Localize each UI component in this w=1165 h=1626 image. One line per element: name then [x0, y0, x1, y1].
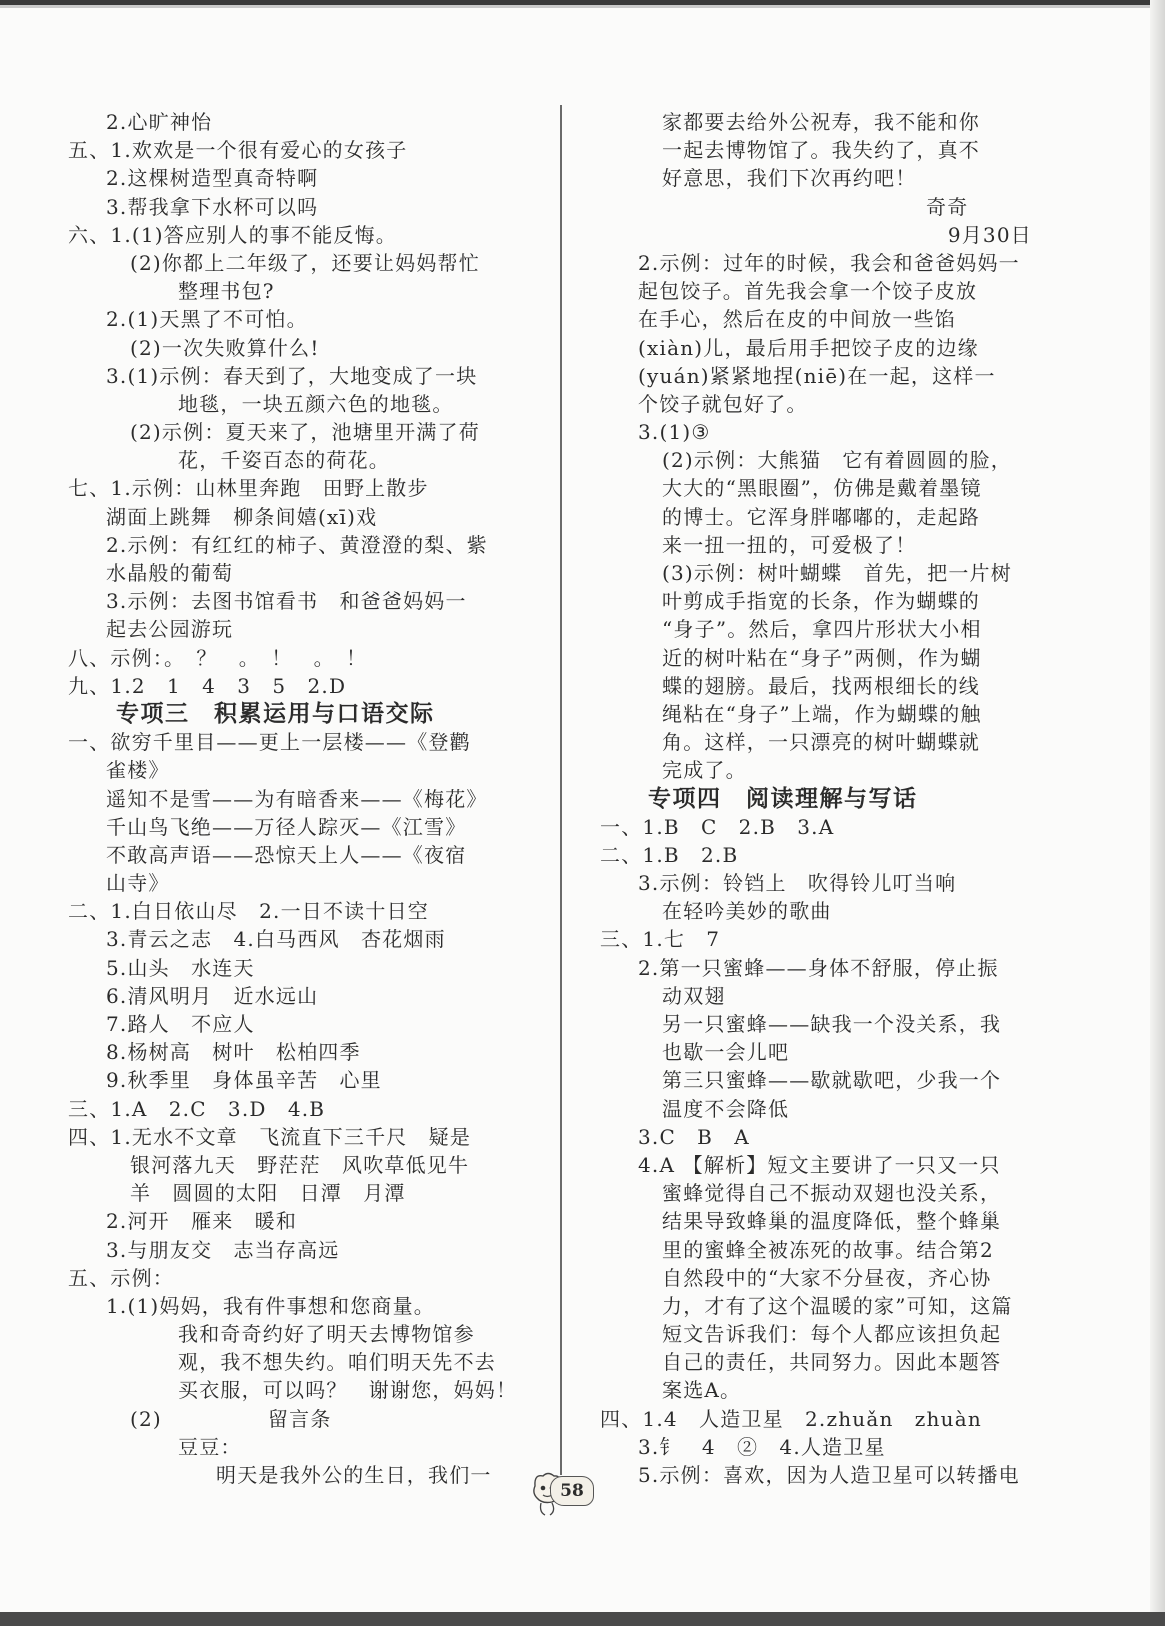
- answer-line: 2.河开 雁来 暖和: [106, 1209, 298, 1234]
- answer-line: 我和奇奇约好了明天去博物馆参: [178, 1322, 475, 1347]
- answer-line: 奇奇: [926, 194, 1032, 219]
- answer-line: 2.这棵树造型真奇特啊: [106, 166, 319, 191]
- answer-line: 1.(1)妈妈，我有件事想和您商量。: [106, 1293, 436, 1318]
- answer-line: 个饺子就包好了。: [638, 391, 808, 416]
- answer-line: (2)一次失败算什么!: [130, 335, 320, 360]
- answer-line: 绳粘在“身子”上端，作为蝴蝶的触: [662, 701, 982, 726]
- answer-line: 9.秋季里 身体虽辛苦 心里: [106, 1068, 382, 1093]
- answer-line: 里的蜜蜂全被冻死的故事。结合第2: [662, 1237, 994, 1262]
- answer-line: 一起去博物馆了。我失约了，真不: [662, 138, 980, 163]
- answer-line: 3.青云之志 4.白马西风 杏花烟雨: [106, 927, 446, 952]
- answer-line: 花，千姿百态的荷花。: [178, 448, 390, 473]
- answer-line: 2.第一只蜜蜂——身体不舒服，停止振: [638, 955, 999, 980]
- answer-line: 八、示例：。 ？ 。 ！ 。 ！: [68, 645, 368, 670]
- answer-line: 一、1.B C 2.B 3.A: [600, 814, 835, 839]
- answer-line: 五、示例：: [68, 1265, 174, 1290]
- answer-line: 观，我不想失约。咱们明天先不去: [178, 1350, 496, 1375]
- answer-line: (xiàn)儿，最后用手把饺子皮的边缘: [638, 335, 979, 360]
- answer-line: 六、1.(1)答应别人的事不能反悔。: [68, 222, 398, 247]
- answer-line: 8.杨树高 树叶 松柏四季: [106, 1040, 361, 1065]
- answer-line: 5.示例：喜欢，因为人造卫星可以转播电: [638, 1463, 1020, 1487]
- answer-line: 买衣服，可以吗？ 谢谢您，妈妈！: [178, 1378, 518, 1403]
- answer-line: 自然段中的“大家不分昼夜，齐心协: [662, 1265, 992, 1290]
- answer-line: 力，才有了这个温暖的家”可知，这篇: [662, 1293, 1013, 1318]
- answer-line: 另一只蜜蜂——缺我一个没关系，我: [662, 1012, 1002, 1036]
- answer-line: 3.与朋友交 志当存高远: [106, 1237, 340, 1262]
- answer-line: 2.心旷神怡: [106, 110, 213, 134]
- answer-line: 6.清风明月 近水远山: [106, 983, 319, 1008]
- answer-line: (2)你都上二年级了，还要让妈妈帮忙: [130, 250, 480, 275]
- section-heading: 专项三 积累运用与口语交际: [116, 700, 435, 727]
- answer-line: 豆豆：: [178, 1434, 242, 1459]
- answer-line: (2)示例：大熊猫 它有着圆圆的脸，: [662, 448, 1012, 473]
- answer-line: 3.(1)③: [638, 420, 711, 445]
- answer-line: 明天是我外公的生日，我们一: [216, 1463, 492, 1487]
- answer-line: 二、1.白日依山尽 2.一日不读十日空: [68, 899, 429, 924]
- answer-line: 的博士。它浑身胖嘟嘟的，走起路: [662, 504, 980, 529]
- answer-line: 不敢高声语——恐惊天上人——《夜宿: [106, 842, 467, 867]
- answer-line: 羊 圆圆的太阳 日潭 月潭: [130, 1181, 406, 1206]
- answer-line: 遥知不是雪——为有暗香来——《梅花》: [106, 786, 488, 811]
- right-column: [600, 108, 1050, 1489]
- answer-line: 水晶般的葡萄: [106, 561, 234, 585]
- answer-line: 角。这样，一只漂亮的树叶蝴蝶就: [662, 730, 980, 755]
- answer-line: 雀楼》: [106, 758, 170, 783]
- answer-line: 来一扭一扭的，可爱极了！: [662, 532, 917, 557]
- answer-line: 五、1.欢欢是一个很有爱心的女孩子: [68, 138, 408, 163]
- answer-line: 案选A。: [662, 1378, 742, 1403]
- answer-line: 近的树叶粘在“身子”两侧，作为蝴: [662, 645, 982, 670]
- answer-line: 山寺》: [106, 871, 170, 896]
- answer-line: 整理书包?: [178, 279, 275, 304]
- answer-line: 九、1.2 1 4 3 5 2.D: [68, 673, 347, 698]
- answer-line: 四、1.无水不文章 飞流直下三千尺 疑是: [68, 1124, 472, 1149]
- answer-line: 7.路人 不应人: [106, 1012, 255, 1036]
- answer-line: (2) 留言条: [130, 1406, 332, 1431]
- answer-line: 二、1.B 2.B: [600, 842, 739, 867]
- answer-line: 好意思，我们下次再约吧！: [662, 166, 917, 191]
- page-number: 58: [550, 1476, 594, 1506]
- scan-edge-right: [1150, 0, 1165, 1626]
- answer-line: 蜜蜂觉得自己不振动双翅也没关系，: [662, 1181, 1002, 1206]
- left-column: [68, 108, 548, 1489]
- answer-line: 3.C B A: [638, 1124, 750, 1149]
- answer-line: 一、欲穷千里目——更上一层楼——《登鹳: [68, 730, 471, 755]
- answer-line: 三、1.七 7: [600, 927, 721, 952]
- scan-edge-top-shadow: [0, 5, 1165, 8]
- scan-edge-bottom: [0, 1612, 1165, 1626]
- answer-line: (yuán)紧紧地捏(niē)在一起，这样一: [638, 363, 996, 388]
- answer-line: 动双翅: [662, 983, 726, 1008]
- answer-line: 三、1.A 2.C 3.D 4.B: [68, 1096, 326, 1121]
- answer-line: 短文告诉我们：每个人都应该担负起: [662, 1322, 1002, 1347]
- answer-line: 温度不会降低: [662, 1096, 790, 1121]
- answer-line: 蝶的翅膀。最后，找两根细长的线: [662, 673, 980, 698]
- answer-line: 3.(1)示例：春天到了，大地变成了一块: [106, 363, 478, 388]
- answer-line: 在轻吟美妙的歌曲: [662, 899, 832, 924]
- answer-line: 叶剪成手指宽的长条，作为蝴蝶的: [662, 589, 980, 614]
- answer-line: 七、1.示例：山林里奔跑 田野上散步: [68, 476, 429, 501]
- answer-line: 4.A 【解析】短文主要讲了一只又一只: [638, 1152, 1001, 1177]
- answer-line: 9月30日: [947, 222, 1032, 247]
- answer-line: 起包饺子。首先我会拿一个饺子皮放: [638, 279, 978, 304]
- answer-line: 四、1.4 人造卫星 2.zhuǎn zhuàn: [600, 1406, 982, 1431]
- answer-line: 湖面上跳舞 柳条间嬉(xī)戏: [106, 504, 378, 529]
- answer-line: 地毯，一块五颜六色的地毯。: [178, 391, 454, 416]
- answer-line: 3.帮我拿下水杯可以吗: [106, 194, 319, 219]
- answer-line: 完成了。: [662, 758, 747, 783]
- answer-line: 2.示例：过年的时候，我会和爸爸妈妈一: [638, 250, 1020, 275]
- answer-line: 3.示例：铃铛上 吹得铃儿叮当响: [638, 871, 957, 896]
- answer-line: 起去公园游玩: [106, 617, 234, 642]
- answer-line: 2.(1)天黑了不可怕。: [106, 307, 308, 332]
- answer-line: 5.山头 水连天: [106, 955, 255, 980]
- answer-line: 第三只蜜蜂——歇就歇吧，少我一个: [662, 1068, 1002, 1093]
- answer-line: 家都要去给外公祝寿，我不能和你: [662, 110, 980, 134]
- answer-line: (2)示例：夏天来了，池塘里开满了荷: [130, 420, 480, 445]
- column-divider: [560, 105, 562, 1475]
- answer-line: 3.示例：去图书馆看书 和爸爸妈妈一: [106, 589, 467, 614]
- answer-line: 也歇一会儿吧: [662, 1040, 790, 1065]
- answer-line: 在手心，然后在皮的中间放一些馅: [638, 307, 956, 332]
- section-heading: 专项四 阅读理解与写话: [648, 785, 918, 812]
- answer-line: 大大的“黑眼圈”，仿佛是戴着墨镜: [662, 476, 982, 501]
- answer-line: 千山鸟飞绝——万径人踪灭—《江雪》: [106, 814, 467, 839]
- answer-line: 3.钅 4 ② 4.人造卫星: [638, 1434, 886, 1459]
- answer-line: 结果导致蜂巢的温度降低，整个蜂巢: [662, 1209, 1002, 1234]
- answer-line: 自己的责任，共同努力。因此本题答: [662, 1350, 1002, 1375]
- answer-line: “身子”。然后，拿四片形状大小相: [662, 617, 982, 642]
- answer-line: 2.示例：有红红的柿子、黄澄澄的梨、紫: [106, 532, 488, 557]
- answer-line: 银河落九天 野茫茫 风吹草低见牛: [130, 1152, 470, 1177]
- answer-line: (3)示例：树叶蝴蝶 首先，把一片树: [662, 561, 1012, 585]
- page-number-badge: [530, 1470, 600, 1520]
